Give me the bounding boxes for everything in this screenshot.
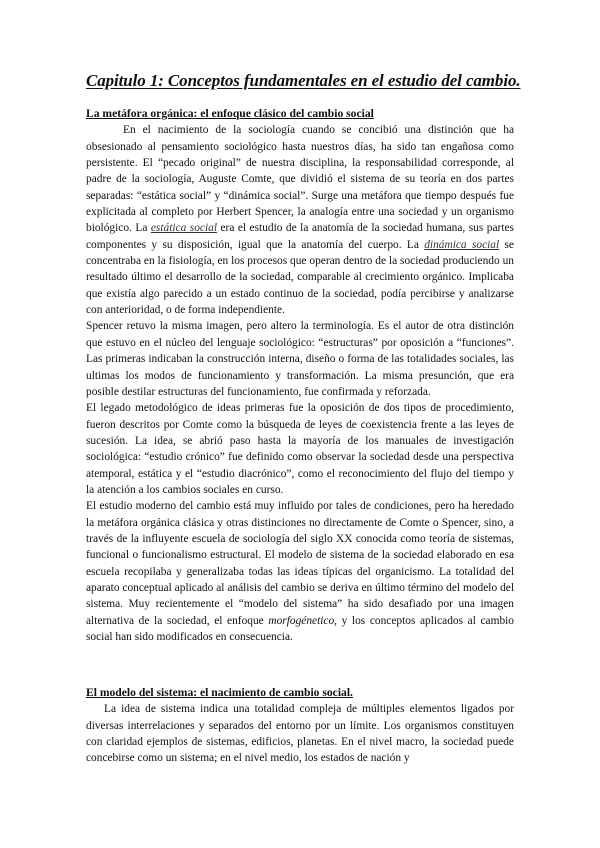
term-morfogenetico: morfogénetico [268,614,335,627]
paragraph-text: se concentraba en la fisiología, en los procesos que operan dentro de la sociedad produciendo un resultado último el desarrollo de la sociedad, comparable al crecimiento orgánico. Implicaba que existía algo parecido a un estado continuo de la sociedad, podía percibirse y analizarse con anterioridad, o de forma independiente. [86,238,514,317]
section-heading-organic-metaphor: La metáfora orgánica: el enfoque clásico del cambio social [86,107,374,120]
term-estatica-social: estática social [150,222,217,235]
paragraph-spencer: Spencer retuvo la misma imagen, pero altero la terminología. Es el autor de otra distinción que estuvo en el núcleo del lenguaje sociológico: “estructuras” por oposición a “funciones”. Las primeras indicaban la construcción interna, diseño o forma de las totalidades sociales, las ultimas los modos de funcionamiento y transformación. La misma presunción, que era posible destilar estructuras del funcionamiento, fue confirmada y reforzada. [86,320,514,398]
paragraph-system-definition: La idea de sistema indica una totalidad compleja de múltiples elementos ligados por diversas interrelaciones y separados del entorno por un límite. Los organismos constituyen con claridad ejemplos de sistemas, edificios, planetas. En el nivel macro, la sociedad puede concebirse como un sistema; en el nivel medio, los estados de nación y [86,703,514,765]
section-system-model [86,685,514,767]
term-dinamica-social: dinámica social [424,238,500,251]
chapter-title: Capitulo 1: Conceptos fundamentales en el estudio del cambio. [86,71,521,90]
paragraph-methodological-legacy: El legado metodológico de ideas primeras fue la oposición de dos tipos de procedimiento, fueron descritos por Comte como la búsqueda de leyes de coexistencia frente a las leyes de sucesión. La idea, se abrió paso hasta la mayoría de los manuales de investigación sociológica: “estudio crónico” fue definido como observar la sociedad desde una perspectiva atemporal, estática y el “estudio diacrónico”, como el reconocimiento del flujo del tiempo y la atención a los cambios sociales en curso. [86,402,514,496]
paragraph-text: era el estudio de la anatomía de la sociedad humana, sus partes componentes y su disposición, igual que la anatomía del cuerpo. La [86,222,514,251]
paragraph-text: El estudio moderno del cambio está muy influido por tales de condiciones, pero ha heredado la metáfora orgánica clásica y otras distinciones no directamente de Comte o Spencer, sino, a través de la influyente escuela de sociología del siglo XX conocida como teoría de sistemas, funcional o funcionalismo estructural. El modelo de sistema de la sociedad elaborado en esa escuela recopilaba y generalizaba todas las ideas típicas del organicismo. La totalidad del aparato conceptual aplicado al análisis del cambio se deriva en último término del modelo del sistema. Muy recientemente el “modelo del sistema” ha sido desafiado por una imagen alternativa de la sociedad, el enfoque [86,500,514,627]
paragraph-text: En el nacimiento de la sociología cuando se concibió una distinción que ha obsesionado al pensamiento sociológico hasta nuestros días, ha sido tan engañosa como persistente. El “pecado original” de nuestra disciplina, la responsabilidad corresponde, al padre de la sociología, Auguste Comte, que dividió el sistema de su teoría en dos partes separadas: “estática social” y “dinámica social”. Surge una metáfora que tiempo después fue explicitada al completo por Herbert Spencer, la analogía entre una sociedad y un organismo biológico. La [86,124,514,235]
paragraph-text: , y los conceptos aplicados al cambio social han sido modificados en consecuencia. [86,614,515,643]
section-organic-metaphor [86,106,514,645]
paragraph-origins [86,122,514,318]
paragraph-modern-study [86,498,514,645]
section-heading-system-model: El modelo del sistema: el nacimiento de cambio social. [86,686,353,699]
